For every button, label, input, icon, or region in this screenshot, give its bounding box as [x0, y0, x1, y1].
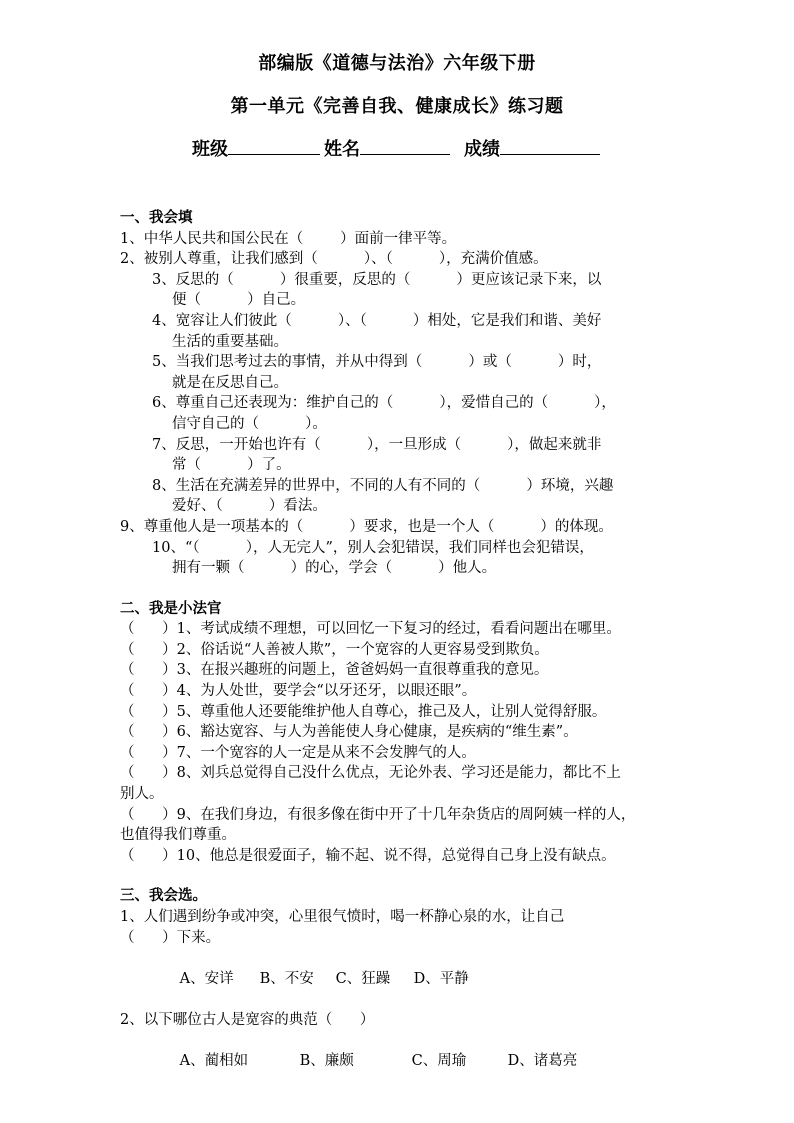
option-1c[interactable]: C、狂躁 [335, 970, 391, 987]
class-blank[interactable] [228, 134, 320, 155]
choice-question-1-cont: （ ）下来。 [120, 929, 221, 946]
score-blank[interactable] [500, 134, 600, 155]
fill-item-3: 3、反思的（ ）很重要，反思的（ ）更应该记录下来，以 [152, 271, 602, 288]
option-1d[interactable]: D、平静 [413, 970, 469, 987]
option-2c[interactable]: C、周瑜 [411, 1053, 467, 1070]
class-label: 班级 [192, 139, 228, 160]
option-2b[interactable]: B、廉颇 [299, 1053, 354, 1070]
choice-question-2: 2、以下哪位古人是宽容的典范（ ） [120, 1011, 375, 1028]
fill-item-5-cont: 就是在反思自己。 [172, 374, 288, 391]
fill-item-8: 8、生活在充满差异的世界中，不同的人有不同的（ ）环境，兴趣 [152, 477, 614, 494]
fill-item-6-cont: 信守自己的（ ）。 [172, 415, 327, 432]
section-judge-heading: 二、我是小法官 [120, 599, 222, 617]
worksheet-content [120, 208, 680, 1092]
option-1b[interactable]: B、不安 [259, 970, 314, 987]
student-info-row [192, 134, 604, 161]
page-subtitle: 第一单元《完善自我、健康成长》练习题 [230, 96, 564, 117]
fill-item-2: 2、被别人尊重，让我们感到（ ）、（ ），充满价值感。 [120, 251, 548, 268]
fill-item-4-cont: 生活的重要基础。 [172, 333, 288, 350]
fill-item-7-cont: 常（ ）了。 [172, 457, 291, 474]
judge-item-9-cont: 也值得我们尊重。 [120, 827, 236, 844]
judge-item-5: （ ）5、尊重他人还要能维护他人自尊心，推己及人，让别人觉得舒服。 [120, 703, 607, 720]
fill-item-8-cont: 爱好、（ ）看法。 [172, 498, 327, 515]
judge-item-8: （ ）8、刘兵总觉得自己没什么优点，无论外表、学习还是能力，都比不上 [120, 765, 621, 782]
option-2d[interactable]: D、诸葛亮 [507, 1053, 578, 1070]
judge-item-10: （ ）10、他总是很爱面子，输不起、说不得，总觉得自己身上没有缺点。 [120, 847, 616, 864]
judge-item-1: （ ）1、考试成绩不理想，可以回忆一下复习的经过，看看问题出在哪里。 [120, 621, 621, 638]
choice-options-1 [120, 948, 680, 1010]
fill-item-3-cont: 便（ ）自己。 [172, 292, 306, 309]
score-label: 成绩 [464, 139, 500, 160]
fill-item-10-cont: 拥有一颗（ ）的心，学会（ ）他人。 [172, 560, 497, 577]
fill-item-1: 1、中华人民共和国公民在（ ）面前一律平等。 [120, 230, 457, 247]
choice-question-1: 1、人们遇到纷争或冲突，心里很气愤时，喝一杯静心泉的水，让自己 [120, 909, 565, 925]
option-2a[interactable]: A、蔺相如 [179, 1053, 249, 1070]
judge-item-8-cont: 别人。 [120, 786, 164, 803]
section-fill-heading: 一、我会填 [120, 209, 193, 226]
option-1a[interactable]: A、安详 [179, 970, 234, 987]
fill-item-6: 6、尊重自己还表现为：维护自己的（ ），爱惜自己的（ ）， [152, 395, 616, 412]
fill-item-10: 10、“（ ），人无完人”，别人会犯错误，我们同样也会犯错误， [152, 539, 594, 556]
name-blank[interactable] [360, 134, 450, 155]
name-label: 姓名 [324, 139, 360, 160]
judge-item-4: （ ）4、为人处世，要学会“以牙还牙，以眼还眼”。 [120, 683, 477, 700]
section-choice-heading: 三、我会选。 [120, 887, 207, 905]
judge-item-2: （ ）2、俗话说“人善被人欺”，一个宽容的人更容易受到欺负。 [120, 641, 549, 658]
fill-item-5: 5、当我们思考过去的事情，并从中得到（ ）或（ ）时， [152, 354, 602, 371]
fill-item-7: 7、反思，一开始也许有（ ），一旦形成（ ），做起来就非 [152, 436, 602, 453]
fill-item-9: 9、尊重他人是一项基本的（ ）要求，也是一个人（ ）的体现。 [120, 518, 613, 535]
fill-item-4: 4、宽容让人们彼此（ ）、（ ）相处，它是我们和谐、美好 [152, 312, 602, 329]
choice-options-2 [120, 1031, 680, 1093]
judge-item-9: （ ）9、在我们身边，有很多像在街中开了十几年杂货店的周阿姨一样的人， [120, 806, 636, 823]
judge-item-6: （ ）6、豁达宽容、与人为善能使人身心健康，是疾病的“维生素”。 [120, 724, 578, 741]
judge-item-3: （ ）3、在报兴趣班的问题上，爸爸妈妈一直很尊重我的意见。 [120, 662, 549, 679]
judge-item-7: （ ）7、一个宽容的人一定是从来不会发脾气的人。 [120, 744, 476, 761]
page-title: 部编版《道德与法治》六年级下册 [258, 53, 536, 74]
